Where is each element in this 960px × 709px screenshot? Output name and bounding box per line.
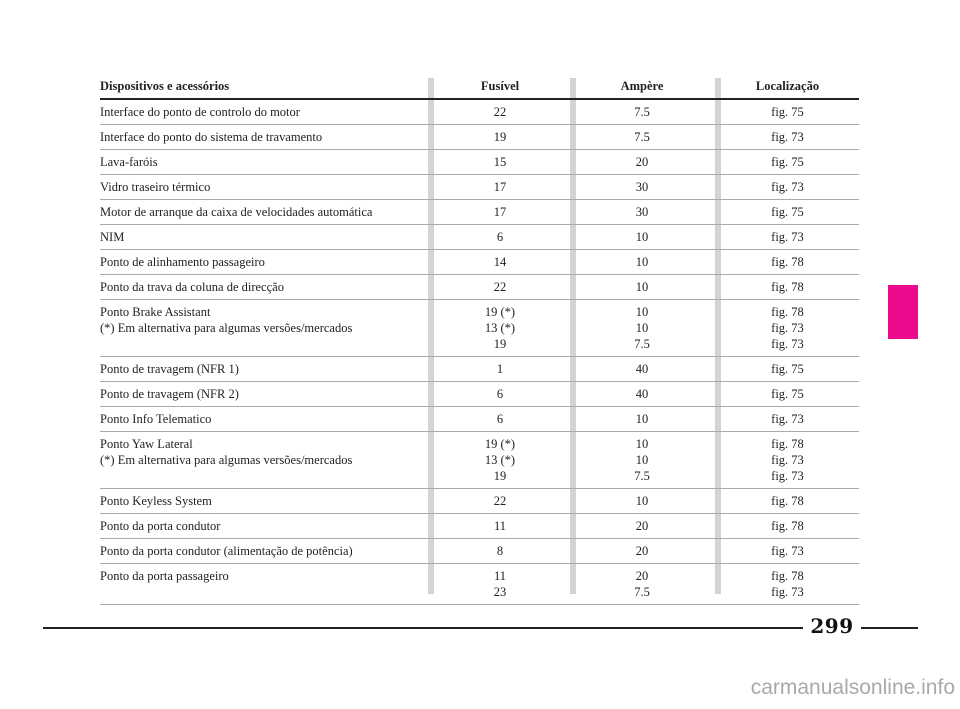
device-cell [100,279,432,295]
table-body [100,100,859,605]
amp-cell [568,543,716,559]
location-cell-line: fig. 73 [771,585,804,599]
location-cell-line: fig. 73 [771,230,804,244]
location-cell [716,229,859,245]
fuse-cell [432,104,568,120]
location-cell [716,386,859,402]
table-row [100,432,859,489]
fuse-cell-line: 11 [493,519,507,533]
header-fuse: Fusível [480,79,520,93]
fuse-cell [432,254,568,270]
location-cell [716,304,859,352]
amp-cell-line: 7.5 [634,585,650,599]
amp-cell-line: 30 [635,205,649,219]
location-cell [716,204,859,220]
table-row [100,564,859,605]
location-cell-line: fig. 75 [771,205,804,219]
amp-cell-line: 20 [635,519,649,533]
amp-cell-line: 30 [635,180,649,194]
amp-cell-line: 10 [635,453,649,467]
table-row [100,275,859,300]
table-row [100,125,859,150]
device-cell-line: Ponto Info Telematico [100,412,212,426]
device-cell-line: Ponto Brake Assistant [100,305,211,319]
location-cell [716,493,859,509]
page-number: 299 [810,614,854,638]
location-cell-line: fig. 75 [771,155,804,169]
table-row [100,300,859,357]
fuse-cell-line: 22 [493,494,507,508]
location-cell [716,129,859,145]
device-cell [100,411,432,427]
device-cell [100,493,432,509]
fuse-cell-line: 1 [496,362,504,376]
amp-cell [568,154,716,170]
device-cell-line: (*) Em alternativa para algumas versões/mercados [100,453,353,467]
location-cell-line: fig. 75 [771,387,804,401]
amp-cell [568,361,716,377]
location-cell [716,104,859,120]
amp-cell [568,204,716,220]
device-cell-line: Interface do ponto de controlo do motor [100,105,300,119]
location-cell-line: fig. 78 [771,305,804,319]
fuse-cell [432,436,568,484]
fuse-cell [432,229,568,245]
fuse-cell-line: 8 [496,544,504,558]
fuse-cell [432,411,568,427]
device-cell-line: (*) Em alternativa para algumas versões/mercados [100,321,353,335]
device-cell [100,304,432,352]
location-cell-line: fig. 73 [771,180,804,194]
device-cell [100,204,432,220]
amp-cell-line: 10 [635,280,649,294]
amp-cell-line: 10 [635,255,649,269]
fuse-cell-line: 19 [493,337,507,351]
location-cell-line: fig. 73 [771,337,804,351]
fuse-cell-line: 15 [493,155,507,169]
device-cell-line: Ponto da porta condutor (alimentação de potência) [100,544,353,558]
fuse-cell [432,204,568,220]
device-cell-line: Vidro traseiro térmico [100,180,211,194]
amp-cell [568,568,716,600]
fuse-cell [432,304,568,352]
table-row [100,407,859,432]
table-row [100,200,859,225]
device-cell-line: Ponto da porta condutor [100,519,221,533]
device-cell [100,179,432,195]
device-cell [100,436,432,484]
amp-cell [568,386,716,402]
device-cell-line: Ponto da porta passageiro [100,569,229,583]
device-cell [100,361,432,377]
device-cell [100,229,432,245]
fuse-cell [432,568,568,600]
amp-cell [568,436,716,484]
fuse-cell [432,386,568,402]
amp-cell [568,179,716,195]
footer-rule-right [861,627,918,629]
table-row [100,514,859,539]
amp-cell [568,254,716,270]
amp-cell-line: 10 [635,494,649,508]
fuse-cell-line: 13 (*) [484,453,516,467]
location-cell [716,436,859,484]
header-location: Localização [755,79,820,93]
table-row [100,539,859,564]
device-cell [100,386,432,402]
location-cell-line: fig. 78 [771,494,804,508]
device-cell-line: Ponto da trava da coluna de direcção [100,280,284,294]
location-cell-line: fig. 73 [771,469,804,483]
fuse-cell-line: 19 (*) [484,305,516,319]
device-cell [100,154,432,170]
table-row [100,250,859,275]
device-cell-line: Lava-faróis [100,155,158,169]
amp-cell-line: 7.5 [634,130,650,144]
location-cell-line: fig. 78 [771,569,804,583]
location-cell-line: fig. 78 [771,280,804,294]
fuse-cell [432,493,568,509]
location-cell-line: fig. 73 [771,412,804,426]
amp-cell-line: 20 [635,569,649,583]
amp-cell-line: 40 [635,387,649,401]
device-cell-line: Ponto de alinhamento passageiro [100,255,265,269]
amp-cell-line: 20 [635,155,649,169]
fuse-cell [432,129,568,145]
section-tab-marker [888,285,918,339]
location-cell-line: fig. 73 [771,321,804,335]
fuse-cell [432,543,568,559]
watermark: carmanualsonline.info [750,676,955,699]
location-cell [716,361,859,377]
location-cell [716,568,859,600]
table-row [100,382,859,407]
device-cell [100,543,432,559]
amp-cell-line: 10 [635,321,649,335]
header-device: Dispositivos e acessórios [100,79,230,93]
location-cell-line: fig. 73 [771,130,804,144]
device-cell-line: Ponto Keyless System [100,494,212,508]
amp-cell-line: 10 [635,230,649,244]
device-cell [100,129,432,145]
fuse-cell-line: 6 [496,412,504,426]
table-row [100,150,859,175]
location-cell-line: fig. 78 [771,437,804,451]
fuse-cell-line: 6 [496,230,504,244]
fuse-cell-line: 11 [493,569,507,583]
location-cell [716,179,859,195]
location-cell [716,543,859,559]
location-cell-line: fig. 75 [771,362,804,376]
location-cell [716,154,859,170]
fuse-cell-line: 13 (*) [484,321,516,335]
amp-cell [568,279,716,295]
fuse-cell-line: 19 [493,469,507,483]
table-row [100,489,859,514]
table-row [100,225,859,250]
amp-cell [568,229,716,245]
amp-cell-line: 10 [635,305,649,319]
amp-cell [568,104,716,120]
fuse-cell [432,279,568,295]
location-cell-line: fig. 73 [771,544,804,558]
amp-cell [568,493,716,509]
location-cell-line: fig. 78 [771,519,804,533]
fuse-cell-line: 19 [493,130,507,144]
device-cell [100,254,432,270]
amp-cell-line: 10 [635,412,649,426]
footer-rule-left [43,627,803,629]
device-cell-line: Ponto de travagem (NFR 1) [100,362,239,376]
fuse-cell [432,518,568,534]
table-row [100,100,859,125]
device-cell-line: Ponto Yaw Lateral [100,437,193,451]
location-cell [716,518,859,534]
amp-cell [568,411,716,427]
device-cell-line: Ponto de travagem (NFR 2) [100,387,239,401]
fuse-table [100,76,859,605]
fuse-cell-line: 19 (*) [484,437,516,451]
device-cell-line: Interface do ponto do sistema de travamento [100,130,323,144]
fuse-cell-line: 14 [493,255,507,269]
fuse-cell-line: 22 [493,105,507,119]
amp-cell-line: 40 [635,362,649,376]
amp-cell-line: 20 [635,544,649,558]
device-cell-line: Motor de arranque da caixa de velocidades automática [100,205,373,219]
device-cell [100,518,432,534]
amp-cell-line: 7.5 [634,105,650,119]
fuse-cell-line: 17 [493,205,507,219]
amp-cell-line: 10 [635,437,649,451]
location-cell-line: fig. 73 [771,453,804,467]
location-cell-line: fig. 75 [771,105,804,119]
fuse-cell [432,361,568,377]
fuse-cell-line: 17 [493,180,507,194]
fuse-cell-line: 23 [493,585,507,599]
amp-cell [568,304,716,352]
table-header [100,76,859,97]
location-cell [716,254,859,270]
amp-cell [568,129,716,145]
table-row [100,357,859,382]
location-cell [716,411,859,427]
device-cell-line: NIM [100,230,125,244]
amp-cell-line: 7.5 [634,337,650,351]
device-cell [100,568,432,600]
header-amp: Ampère [620,79,664,93]
table-row [100,175,859,200]
device-cell [100,104,432,120]
amp-cell-line: 7.5 [634,469,650,483]
location-cell-line: fig. 78 [771,255,804,269]
fuse-cell [432,179,568,195]
fuse-cell-line: 6 [496,387,504,401]
amp-cell [568,518,716,534]
location-cell [716,279,859,295]
fuse-cell-line: 22 [493,280,507,294]
fuse-cell [432,154,568,170]
